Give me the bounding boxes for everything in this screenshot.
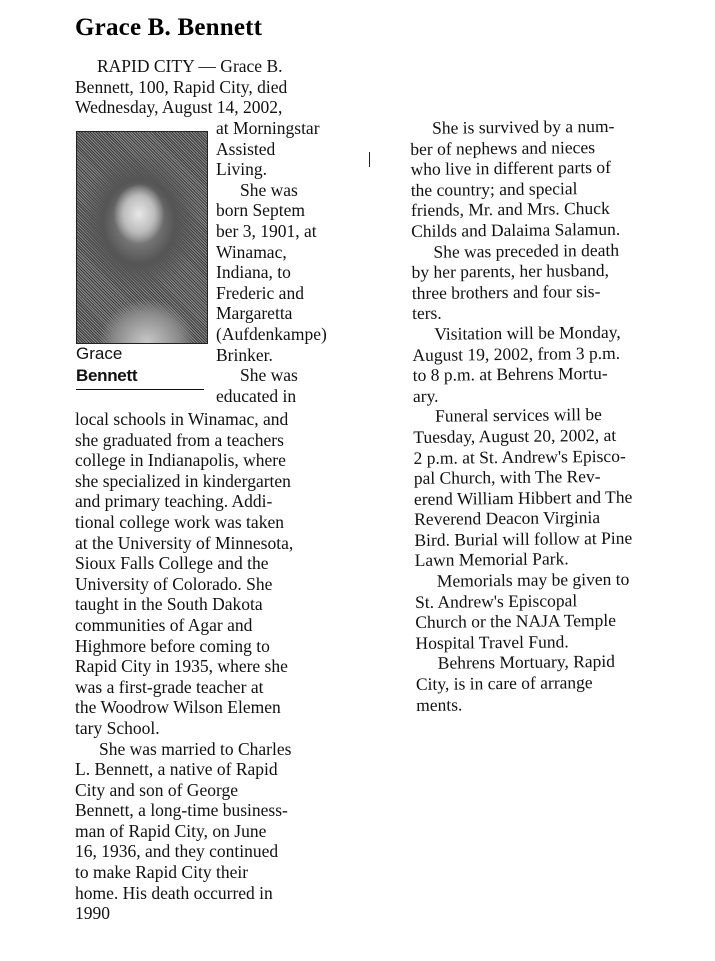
text-line: August 19, 2002, from 3 p.m.	[412, 342, 621, 365]
text-line: Rapid City in 1935, where she	[75, 656, 288, 677]
text-line: friends, Mr. and Mrs. Chuck	[410, 198, 610, 221]
text-line: Assisted	[216, 138, 276, 159]
text-line: (Aufdenkampe)	[216, 323, 327, 344]
text-line: 16, 1936, and they continued	[75, 841, 279, 862]
text-line: at the University of Minnesota,	[75, 532, 294, 553]
obituary-opening-lines	[75, 56, 355, 118]
text-line: tary School.	[75, 717, 160, 738]
text-line: RAPID CITY — Grace B.	[97, 56, 283, 76]
text-line: Church or the NAJA Temple	[415, 610, 617, 633]
text-line: pal Church, with The Rev-	[413, 466, 601, 489]
text-line: taught in the South Dakota	[75, 594, 263, 615]
caption-rule	[76, 389, 204, 390]
text-line: City and son of George	[75, 779, 238, 800]
text-line: ber 3, 1901, at	[216, 220, 317, 241]
text-line: Winamac,	[216, 241, 287, 262]
photo-caption-first-name: Grace	[76, 344, 123, 363]
text-line: Brinker.	[216, 344, 273, 365]
text-line: Reverend Deacon Virginia	[414, 507, 601, 530]
text-line: born Septem	[216, 200, 305, 221]
text-line: she specialized in kindergarten	[75, 470, 291, 491]
text-line: man of Rapid City, on June	[75, 820, 267, 841]
text-line: and primary teaching. Addi-	[75, 491, 273, 512]
column-divider	[369, 152, 370, 167]
text-line: Memorials may be given to	[436, 568, 630, 591]
text-line: three brothers and four sis-	[411, 280, 601, 303]
text-line: ary.	[412, 385, 439, 406]
text-line: Tuesday, August 20, 2002, at	[413, 424, 617, 447]
text-line: Hospital Travel Fund.	[415, 631, 569, 653]
text-line: Indiana, to	[216, 262, 291, 283]
portrait-photo	[76, 131, 208, 344]
text-line: ters.	[411, 303, 442, 324]
text-line: Frederic and	[216, 282, 304, 303]
text-line: to 8 p.m. at Behrens Mortu-	[412, 363, 608, 386]
text-line: She was married to Charles	[99, 738, 292, 759]
text-line: She was	[240, 365, 298, 386]
text-line: Highmore before coming to	[75, 635, 270, 656]
text-line: Bennett, 100, Rapid City, died	[75, 76, 288, 97]
text-line: Funeral services will be	[435, 404, 602, 427]
text-line: Wednesday, August 14, 2002,	[75, 97, 283, 118]
text-line: she graduated from a teachers	[75, 429, 284, 450]
obituary-headline: Grace B. Bennett	[75, 14, 263, 41]
text-line: who live in different parts of	[410, 157, 612, 180]
text-line: Living.	[216, 159, 268, 180]
text-line: home. His death occurred in	[75, 882, 273, 903]
portrait-shading	[87, 273, 197, 343]
text-line: educated in	[216, 385, 297, 406]
text-line: Bird. Burial will follow at Pine	[414, 527, 633, 550]
text-line: L. Bennett, a native of Rapid	[75, 759, 278, 780]
obituary-right-column	[410, 115, 715, 715]
text-line: to make Rapid City their	[75, 862, 249, 883]
text-line: 1990	[75, 903, 110, 924]
text-line: Behrens Mortuary, Rapid	[437, 651, 616, 674]
text-line: erend William Hibbert and The	[413, 486, 633, 509]
text-line: college in Indianapolis, where	[75, 450, 286, 471]
text-line: ber of nephews and nieces	[410, 136, 596, 159]
obituary-wrapped-text	[216, 118, 356, 406]
text-line: Lawn Memorial Park.	[414, 548, 569, 571]
text-line: 2 p.m. at St. Andrew's Episco-	[413, 445, 626, 468]
text-line: She is survived by a num-	[431, 115, 615, 138]
text-line: ments.	[416, 694, 463, 715]
text-line: She was preceded in death	[433, 239, 620, 262]
text-line: at Morningstar	[216, 118, 320, 138]
text-line: local schools in Winamac, and	[75, 409, 289, 429]
text-line: Margaretta	[216, 303, 293, 324]
text-line: Visitation will be Monday,	[434, 321, 621, 344]
text-line: St. Andrew's Episcopal	[414, 589, 578, 612]
text-line: City, is in care of arrange	[415, 672, 593, 694]
text-line: was a first-grade teacher at	[75, 676, 264, 697]
obituary-left-column	[75, 409, 365, 924]
text-line: Bennett, a long-time business-	[75, 800, 288, 821]
text-line: Childs and Dalaima Salamun.	[411, 218, 621, 241]
photo-caption-last-name: Bennett	[76, 366, 138, 385]
text-line: by her parents, her husband,	[411, 260, 610, 283]
text-line: communities of Agar and	[75, 614, 253, 635]
text-line: tional college work was taken	[75, 511, 284, 532]
text-line: She was	[240, 179, 298, 200]
text-line: the Woodrow Wilson Elemen	[75, 697, 281, 718]
text-line: Sioux Falls College and the	[75, 553, 269, 574]
text-line: University of Colorado. She	[75, 573, 273, 594]
text-line: the country; and special	[410, 178, 578, 200]
